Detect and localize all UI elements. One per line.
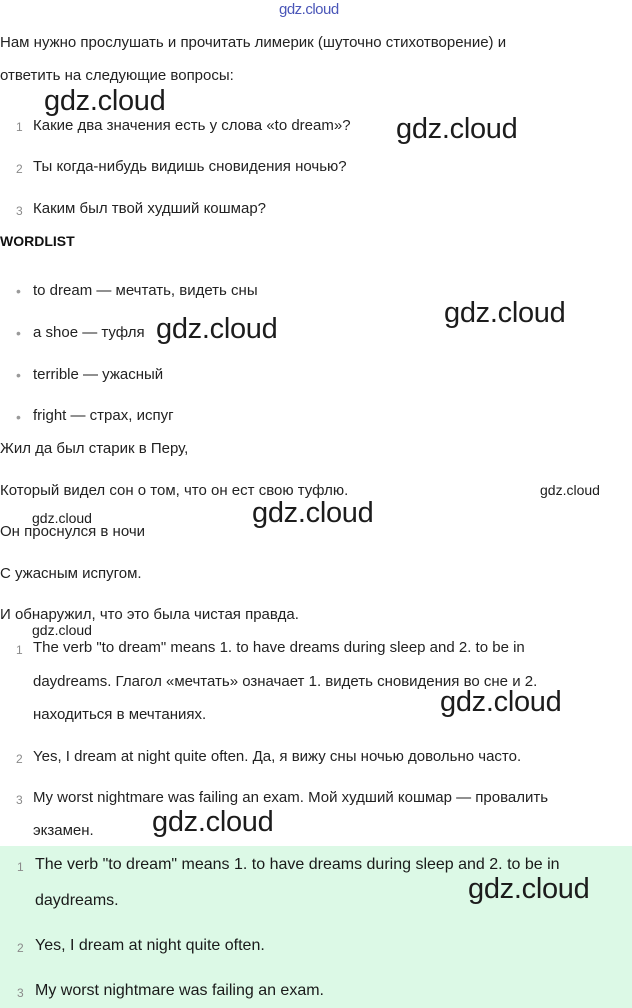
question-number: 1 xyxy=(16,120,23,134)
question-number: 2 xyxy=(16,162,23,176)
poem-line: Который видел сон о том, что он ест свою туфлю. xyxy=(0,482,349,499)
watermark: gdz.cloud xyxy=(396,113,518,145)
final-answer-line: Yes, I dream at night quite often. xyxy=(35,937,265,954)
watermark: gdz.cloud xyxy=(152,806,274,838)
answer-number: 2 xyxy=(16,752,23,766)
wordlist-heading: WORDLIST xyxy=(0,233,75,249)
answer-number: 1 xyxy=(16,643,23,657)
watermark: gdz.cloud xyxy=(468,873,590,905)
answer-number: 3 xyxy=(16,793,23,807)
question-text: Ты когда-нибудь видишь сновидения ночью? xyxy=(33,158,347,175)
watermark: gdz.cloud xyxy=(32,622,92,638)
wordlist-item: fright — страх, испуг xyxy=(33,407,174,424)
watermark: gdz.cloud xyxy=(252,497,374,529)
poem-line: С ужасным испугом. xyxy=(0,565,142,582)
bullet-icon: • xyxy=(16,283,21,299)
wordlist-item: terrible — ужасный xyxy=(33,366,164,383)
final-answer-number: 2 xyxy=(17,941,24,955)
watermark: gdz.cloud xyxy=(540,482,600,498)
question-text: Какие два значения есть у слова «to dream»? xyxy=(33,117,351,134)
watermark: gdz.cloud xyxy=(440,686,562,718)
final-answer-number: 1 xyxy=(17,860,24,874)
wordlist-item: to dream — мечтать, видеть сны xyxy=(33,282,258,299)
watermark: gdz.cloud xyxy=(444,297,566,329)
poem-line: И обнаружил, что это была чистая правда. xyxy=(0,606,299,623)
bullet-icon: • xyxy=(16,325,21,341)
answer-line: My worst nightmare was failing an exam. Мой худший кошмар — провалить xyxy=(33,789,549,806)
final-answer-line: daydreams. xyxy=(35,892,119,909)
bullet-icon: • xyxy=(16,409,21,425)
answer-line: The verb "to dream" means 1. to have dreams during sleep and 2. to be in xyxy=(33,639,525,656)
final-answer-number: 3 xyxy=(17,986,24,1000)
answer-line: находиться в мечтаниях. xyxy=(33,706,207,723)
question-text: Каким был твой худший кошмар? xyxy=(33,200,267,217)
question-number: 3 xyxy=(16,204,23,218)
answer-line: Yes, I dream at night quite often. Да, я вижу сны ночью довольно часто. xyxy=(33,748,522,765)
answer-line: daydreams. Глагол «мечтать» означает 1. видеть сновидения во сне и 2. xyxy=(33,673,538,690)
final-answer-line: My worst nightmare was failing an exam. xyxy=(35,982,324,999)
intro-line-2: ответить на следующие вопросы: xyxy=(0,67,234,84)
poem-line: Он проснулся в ночи xyxy=(0,523,146,540)
answer-line: экзамен. xyxy=(33,822,94,839)
final-answer-line: The verb "to dream" means 1. to have dreams during sleep and 2. to be in xyxy=(35,856,560,873)
intro-line-1: Нам нужно прослушать и прочитать лимерик (шуточно стихотворение) и xyxy=(0,34,507,51)
watermark: gdz.cloud xyxy=(32,510,92,526)
bullet-icon: • xyxy=(16,367,21,383)
wordlist-item: a shoe — туфля xyxy=(33,324,145,341)
watermark: gdz.cloud xyxy=(156,313,278,345)
poem-line: Жил да был старик в Перу, xyxy=(0,440,189,457)
watermark-top: gdz.cloud xyxy=(279,1,339,18)
watermark: gdz.cloud xyxy=(44,85,166,117)
